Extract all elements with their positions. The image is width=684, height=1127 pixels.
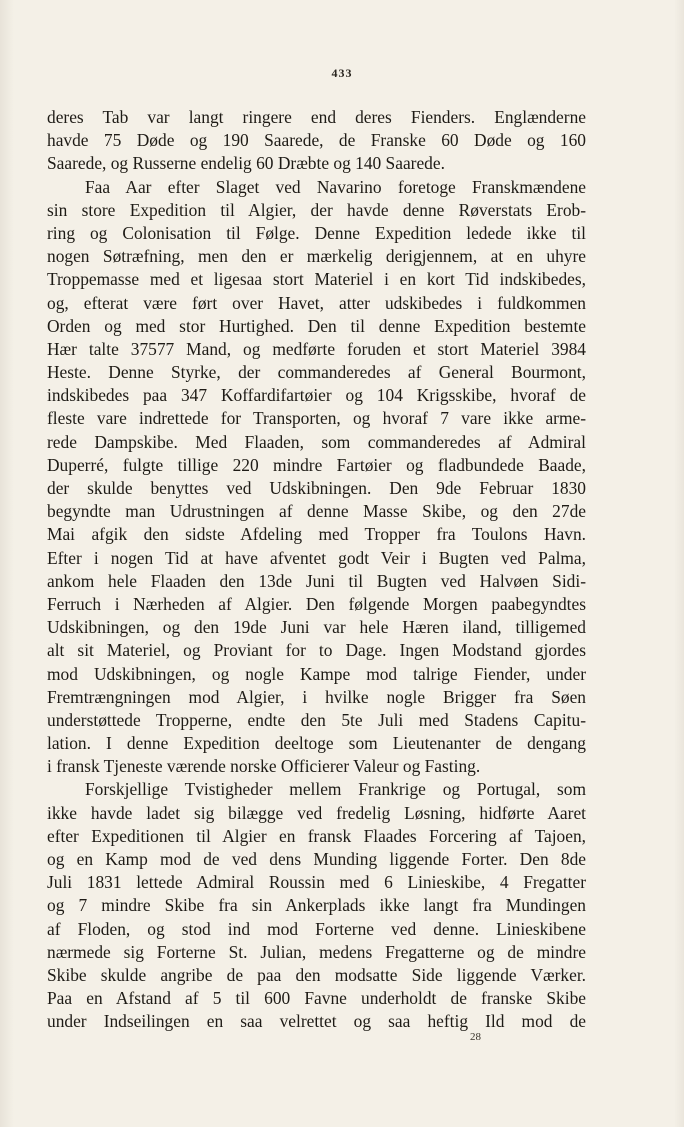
text-line: Fremtrængningen mod Algier, i hvilke nogle Brigger fra Søen (47, 686, 586, 707)
text-line: nærmede sig Forterne St. Julian, medens Fregatterne og de mindre (47, 941, 586, 962)
text-line: i fransk Tjeneste værende norske Officierer Valeur og Fasting. (47, 756, 481, 777)
text-line: Heste. Denne Styrke, der commanderedes af General Bourmont, (47, 362, 586, 383)
text-line: af Floden, og stod ind mod Forterne ved denne. Linieskibene (47, 918, 586, 939)
text-line: fleste vare indrettede for Transporten, og hvoraf 7 vare ikke arme- (47, 408, 586, 429)
text-line: Udskibningen, og den 19de Juni var hele Hæren iland, tilligemed (47, 617, 586, 638)
text-line: Paa en Afstand af 5 til 600 Favne underholdt de franske Skibe (47, 988, 586, 1009)
text-line: Orden og med stor Hurtighed. Den til denne Expedition bestemte (47, 315, 586, 336)
text-line: og 7 mindre Skibe fra sin Ankerplads ikke langt fra Mundingen (47, 895, 586, 916)
text-line: Skibe skulde angribe de paa den modsatte Side liggende Værker. (47, 964, 586, 985)
text-line: Forskjellige Tvistigheder mellem Frankrige og Portugal, som (85, 779, 586, 800)
text-line: mod Udskibningen, og nogle Kampe mod talrige Fiender, under (47, 663, 586, 684)
text-line: Saarede, og Russerne endelig 60 Dræbte og 140 Saarede. (47, 153, 445, 174)
text-line: deres Tab var langt ringere end deres Fienders. Englænderne (47, 107, 586, 127)
text-line: Hær talte 37577 Mand, og medførte foruden et stort Materiel 3984 (47, 338, 586, 359)
text-line: ikke havde ladet sig bilægge ved fredelig Løsning, hidførte Aaret (47, 802, 586, 823)
text-line: Faa Aar efter Slaget ved Navarino foretoge Franskmændene (85, 176, 586, 197)
signature-mark: 28 (470, 1031, 481, 1043)
text-line: Troppemasse med et ligesaa stort Materiel i en kort Tid indskibedes, (47, 269, 586, 290)
text-line: der skulde benyttes ved Udskibningen. Den 9de Februar 1830 (47, 478, 586, 498)
text-line: lation. I denne Expedition deeltoge som Lieutenanter de dengang (47, 733, 586, 754)
text-line: og en Kamp mod de ved dens Munding liggende Forter. Den 8de (47, 849, 586, 869)
text-line: nogen Søtræfning, men den er mærkelig derigjennem, at en uhyre (47, 246, 586, 267)
page-number: 433 (331, 66, 353, 80)
text-line: under Indseilingen en saa velrettet og saa heftig Ild mod de (47, 1011, 586, 1032)
text-line: ring og Colonisation til Følge. Denne Expedition ledede ikke til (47, 222, 586, 243)
text-line: Juli 1831 lettede Admiral Roussin med 6 Linieskibe, 4 Fregatter (47, 872, 586, 893)
text-line: Ferruch i Nærheden af Algier. Den følgende Morgen paabegyndtes (47, 593, 586, 614)
text-line: Mai afgik den sidste Afdeling med Tropper fra Toulons Havn. (47, 524, 586, 545)
text-line: ankom hele Flaaden den 13de Juni til Bugten ved Halvøen Sidi- (47, 570, 586, 591)
body-text (47, 106, 586, 1034)
text-line: indskibedes paa 347 Koffardifartøier og 104 Krigsskibe, hvoraf de (47, 385, 586, 406)
text-line: sin store Expedition til Algier, der havde denne Røverstats Erob- (47, 199, 586, 220)
text-line: og, efterat være ført over Havet, atter udskibedes i fuldkommen (47, 292, 586, 313)
text-line: alt sit Materiel, og Proviant for to Dage. Ingen Modstand gjordes (47, 640, 586, 661)
text-line: Efter i nogen Tid at have afventet godt Veir i Bugten ved Palma, (47, 547, 586, 568)
text-line: rede Dampskibe. Med Flaaden, som commanderedes af Admiral (47, 431, 586, 452)
text-line: understøttede Tropperne, endte den 5te Juli med Stadens Capitu- (47, 709, 586, 730)
text-line: havde 75 Døde og 190 Saarede, de Franske 60 Døde og 160 (47, 130, 586, 151)
text-line: Duperré, fulgte tillige 220 mindre Fartøier og fladbundede Baade, (47, 454, 586, 475)
text-line: efter Expeditionen til Algier en fransk Flaades Forcering af Tajoen, (47, 825, 586, 846)
text-line: begyndte man Udrustningen af denne Masse Skibe, og den 27de (47, 501, 586, 522)
